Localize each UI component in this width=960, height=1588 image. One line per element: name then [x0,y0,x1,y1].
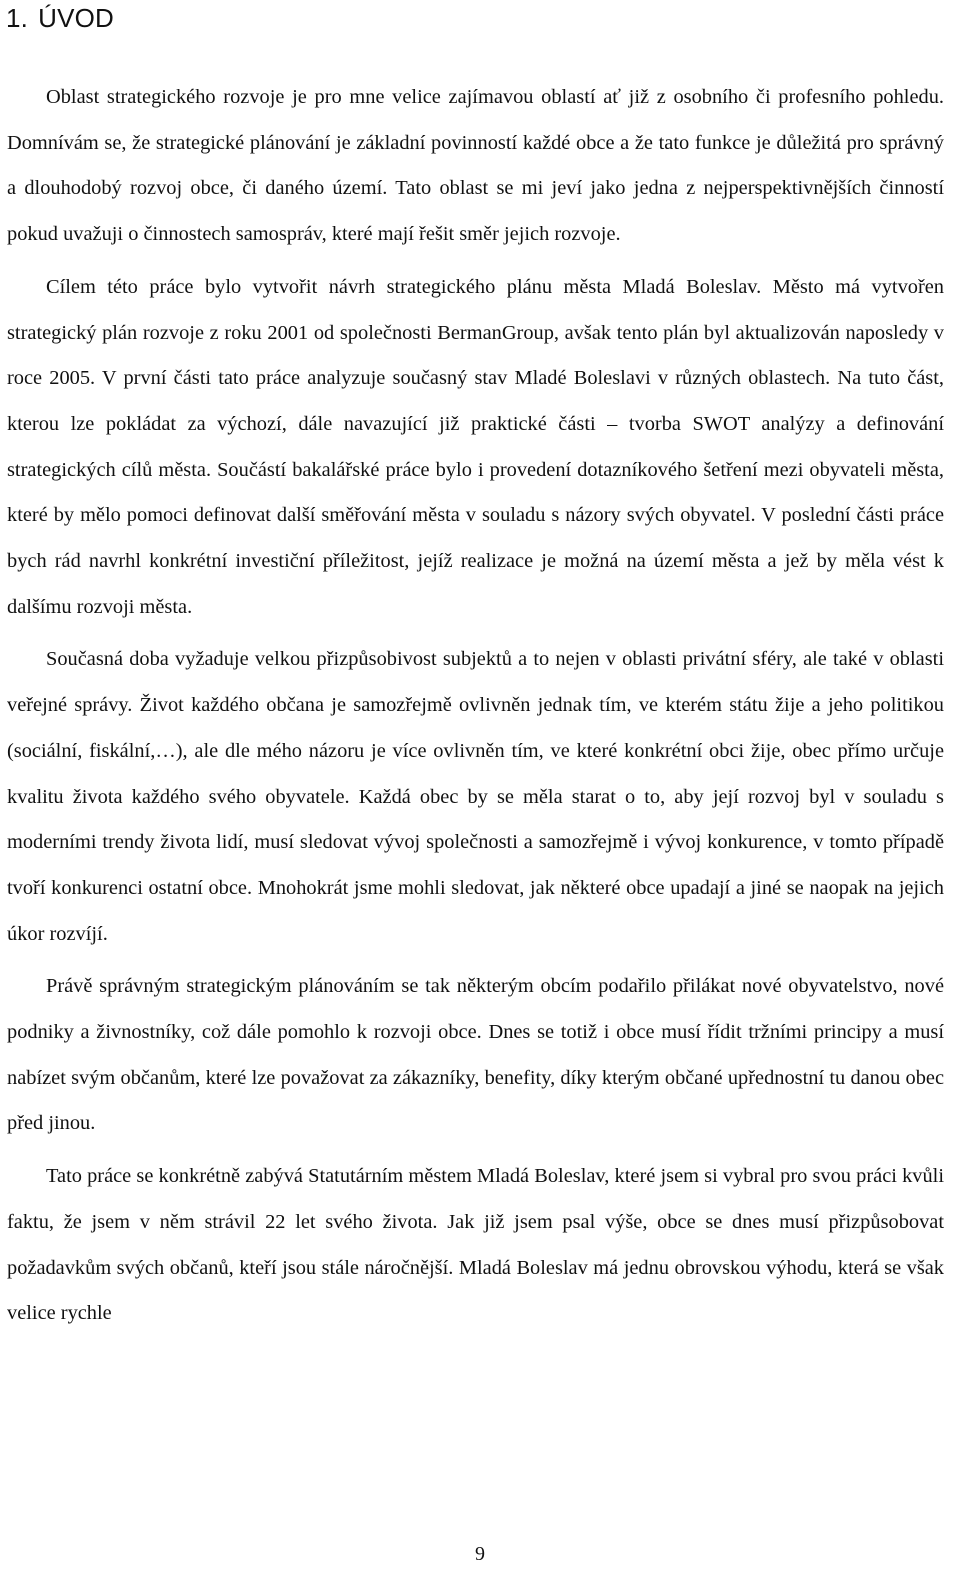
chapter-number: 1. [6,3,29,33]
chapter-title: ÚVOD [38,3,115,33]
paragraph-1: Oblast strategického rozvoje je pro mne velice zajímavou oblastí ať již z osobního či profesního pohledu. Domnívám se, že strategické plánování je základní povinností každé obce a že tato funkce je důležitá pro správný a dlouhodobý rozvoj obce, či daného území. Tato oblast se mi jeví jako jedna z nejperspektivnějších činností pokud uvažuji o činnostech samospráv, které mají řešit směr jejich rozvoje. [7,86,944,246]
paragraph-2: Cílem této práce bylo vytvořit návrh strategického plánu města Mladá Boleslav. Město má vytvořen strategický plán rozvoje z roku 2001 od společnosti BermanGroup, avšak tento plán byl aktualizován naposledy v roce 2005. V první části tato práce analyzuje současný stav Mladé Boleslavi v různých oblastech. Na tuto část, kterou lze pokládat za výchozí, dále navazující již praktické části – tvorba SWOT analýzy a definování strategických cílů města. Součástí bakalářské práce bylo i provedení dotazníkového šetření mezi obyvateli města, které by mělo pomoci definovat další směřování města v souladu s názory svých obyvatel. V poslední části práce bych rád navrhl konkrétní investiční příležitost, jejíž realizace je možná na území města a jež by měla vést k dalšímu rozvoji města. [7,275,944,618]
paragraph-3: Současná doba vyžaduje velkou přizpůsobivost subjektů a to nejen v oblasti privátní sféry, ale také v oblasti veřejné správy. Život každého občana je samozřejmě ovlivněn jednak tím, ve kterém státu žije a jeho politikou (sociální, fiskální,…), ale dle mého názoru je více ovlivněn tím, ve které konkrétní obci žije, obec přímo určuje kvalitu života každého svého obyvatele. Každá obec by se měla starat o to, aby její rozvoj byl v souladu s moderními trendy života lidí, musí sledovat vývoj společnosti a samozřejmě i vývoj konkurence, v tomto případě tvoří konkurenci ostatní obce. Mnohokrát jsme mohli sledovat, jak některé obce upadají a jiné se naopak na jejich úkor rozvíjí. [7,648,944,945]
paragraph-4: Právě správným strategickým plánováním se tak některým obcím podařilo přilákat nové obyvatelstvo, nové podniky a živnostníky, což dále pomohlo k rozvoji obce. Dnes se totiž i obce musí řídit tržními principy a musí nabízet svým občanům, které lze považovat za zákazníky, benefity, díky kterým občané upřednostní tu danou obec před jinou. [7,975,944,1135]
body-text [7,75,944,1337]
paragraph-5: Tato práce se konkrétně zabývá Statutárním městem Mladá Boleslav, které jsem si vybral pro svou práci kvůli faktu, že jsem v něm strávil 22 let svého života. Jak již jsem psal výše, obce se dnes musí přizpůsobovat požadavkům svých občanů, kteří jsou stále náročnější. Mladá Boleslav má jednu obrovskou výhodu, která se však velice rychle [7,1165,944,1325]
chapter-heading [6,0,114,36]
page-number: 9 [475,1543,485,1565]
